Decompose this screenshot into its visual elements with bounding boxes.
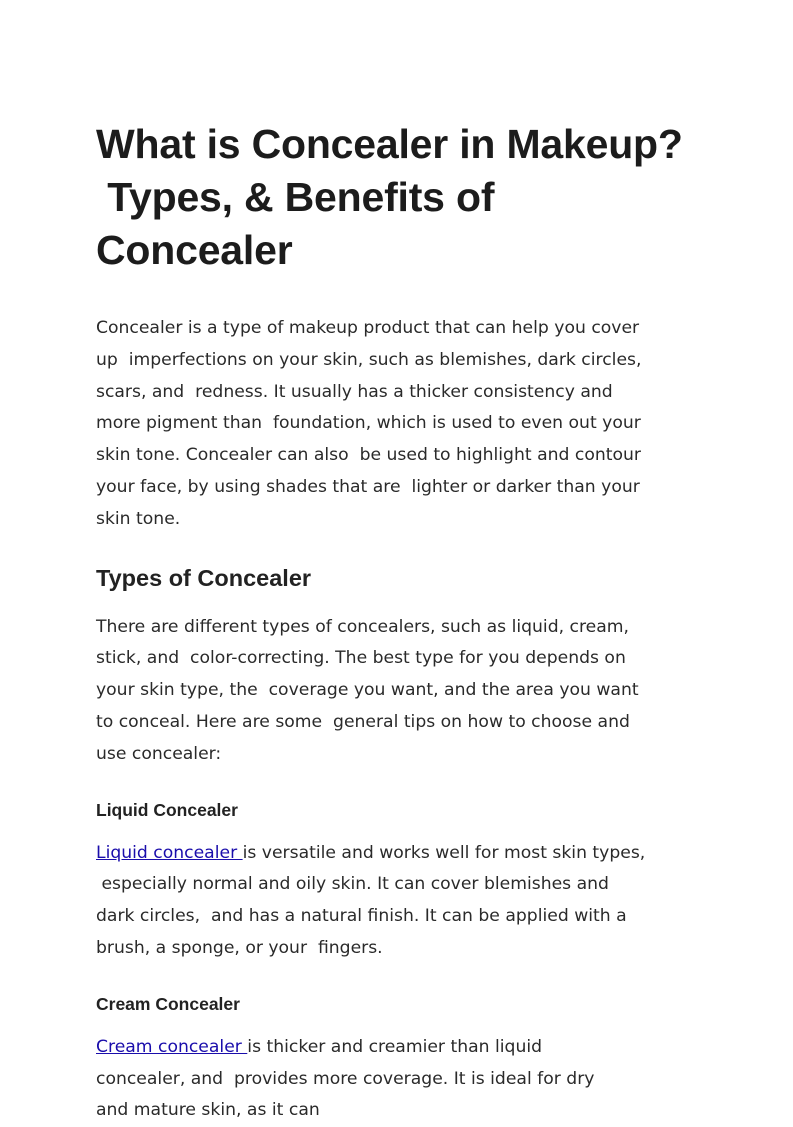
text-line: Concealer is a type of makeup product that can help you cover [96, 318, 640, 338]
text-line: more pigment than foundation, which is used to even out your [96, 413, 641, 434]
liquid-concealer-link[interactable]: Liquid concealer [96, 842, 243, 863]
text-line: especially normal and oily skin. It can cover blemishes and [96, 874, 609, 895]
title-line: Concealer [96, 227, 293, 273]
text-line: skin tone. [96, 508, 181, 529]
article-title [96, 118, 706, 277]
text-line [96, 1032, 706, 1064]
text-line: up imperfections on your skin, such as blemishes, dark circles, [96, 349, 642, 370]
text-segment: is versatile and works well for most skin types, [242, 842, 646, 863]
intro-paragraph [96, 313, 706, 536]
types-heading: Types of Concealer [96, 564, 312, 591]
types-paragraph [96, 612, 706, 771]
text-line: There are different types of concealers, such as liquid, cream, [96, 616, 629, 637]
title-line: What is Concealer in Makeup? [96, 121, 683, 167]
title-line: Types, & Benefits of [96, 174, 495, 220]
article [96, 118, 706, 1127]
cream-concealer-link[interactable]: Cream concealer [96, 1036, 248, 1057]
text-line: skin tone. Concealer can also be used to highlight and contour [96, 445, 641, 466]
liquid-concealer-paragraph [96, 838, 706, 965]
liquid-concealer-heading: Liquid Concealer [96, 799, 238, 820]
text-line: your skin type, the coverage you want, and the area you want [96, 680, 639, 701]
text-segment: is thicker and creamier than liquid [247, 1036, 543, 1057]
text-line [96, 838, 706, 870]
text-line: stick, and color-correcting. The best type for you depends on [96, 648, 626, 669]
text-line: concealer, and provides more coverage. It is ideal for dry [96, 1068, 595, 1089]
text-line: your face, by using shades that are lighter or darker than your [96, 476, 640, 497]
text-line: to conceal. Here are some general tips on how to choose and [96, 711, 630, 732]
text-line: scars, and redness. It usually has a thicker consistency and [96, 381, 613, 402]
text-line: brush, a sponge, or your fingers. [96, 937, 383, 958]
text-line: use concealer: [96, 743, 222, 764]
cream-concealer-heading: Cream Concealer [96, 993, 240, 1014]
text-line: and mature skin, as it can [96, 1100, 320, 1121]
cream-concealer-paragraph [96, 1032, 706, 1127]
text-line: dark circles, and has a natural finish. It can be applied with a [96, 906, 627, 927]
